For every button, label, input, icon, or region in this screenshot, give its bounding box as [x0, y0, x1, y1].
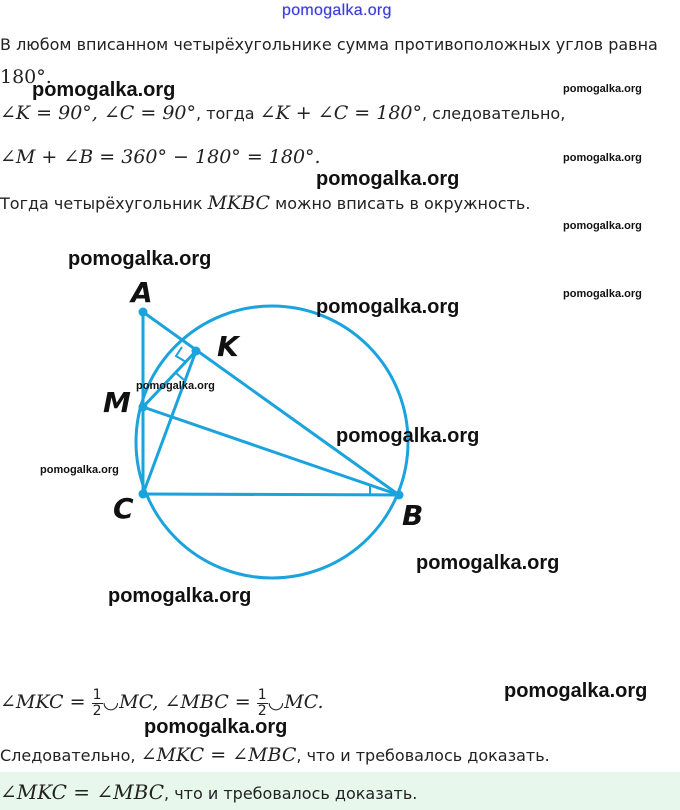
point-c	[139, 490, 148, 499]
text-quad-prefix: Тогда четырёхугольник	[0, 194, 208, 213]
math-sum-kc: ∠K + ∠C = 180°	[259, 102, 422, 124]
watermark: pomogalka.org	[336, 425, 480, 447]
fraction-numerator: 1	[92, 687, 102, 703]
math-arc-mbc: ◡MC, ∠MBC =	[102, 691, 257, 713]
math-arc-end: ◡MC.	[267, 691, 324, 713]
text-line-2: 180°.	[0, 66, 52, 88]
watermark-small: pomogalka.org	[563, 288, 642, 300]
text-inscribe: можно вписать в окружность.	[270, 194, 531, 213]
answer-line	[0, 780, 417, 804]
angle-mark-mkc	[176, 373, 184, 380]
watermark: pomogalka.org	[316, 168, 460, 190]
watermark-small: pomogalka.org	[136, 380, 215, 392]
watermark-small: pomogalka.org	[563, 220, 642, 232]
watermark-small: pomogalka.org	[563, 83, 642, 95]
fraction-half-2	[257, 688, 268, 719]
watermark-small: pomogalka.org	[40, 464, 119, 476]
watermark: pomogalka.org	[316, 296, 460, 318]
watermark: pomogalka.org	[32, 79, 176, 101]
segment-cb	[143, 494, 399, 495]
fraction-denominator: 2	[92, 703, 102, 719]
text-qed: , что и требовалось доказать.	[296, 746, 550, 765]
math-equality: ∠MKC = ∠MBC	[140, 744, 297, 766]
text-line-5	[0, 192, 530, 214]
answer-math: ∠MKC = ∠MBC	[0, 780, 165, 804]
watermark: pomogalka.org	[68, 248, 212, 270]
fraction-denominator: 2	[257, 703, 267, 719]
label-k: K	[217, 330, 239, 363]
site-header-watermark: pomogalka.org	[282, 2, 392, 19]
watermark: pomogalka.org	[144, 716, 288, 738]
fraction-numerator: 1	[257, 687, 267, 703]
formula-line	[0, 688, 324, 719]
point-k	[192, 347, 201, 356]
math-quad-name: MKBC	[207, 192, 271, 214]
text-line-1: В любом вписанном четырёхугольнике сумма противоположных углов равна	[0, 35, 658, 54]
right-angle-mark-k	[176, 347, 186, 362]
watermark: pomogalka.org	[108, 585, 252, 607]
segment-mb	[143, 407, 399, 495]
label-c: C	[113, 492, 134, 525]
fraction-half-1	[92, 688, 103, 719]
watermark-small: pomogalka.org	[563, 152, 642, 164]
point-m	[139, 403, 148, 412]
text-therefore: , следовательно,	[422, 104, 566, 123]
watermark: pomogalka.org	[416, 552, 560, 574]
label-b: B	[402, 499, 424, 532]
label-a: A	[131, 276, 153, 309]
text-consequently: Следовательно,	[0, 746, 141, 765]
text-line-3	[0, 102, 565, 124]
math-angles-kc: ∠K = 90°, ∠C = 90°	[0, 102, 197, 124]
conclusion-line	[0, 744, 550, 766]
answer-text: , что и требовалось доказать.	[164, 784, 418, 803]
text-then: , тогда	[196, 104, 260, 123]
math-mkc: ∠MKC =	[0, 691, 92, 713]
watermark: pomogalka.org	[504, 680, 648, 702]
math-sum-mb: ∠M + ∠B = 360° − 180° = 180°.	[0, 146, 321, 168]
label-m: M	[103, 386, 131, 419]
